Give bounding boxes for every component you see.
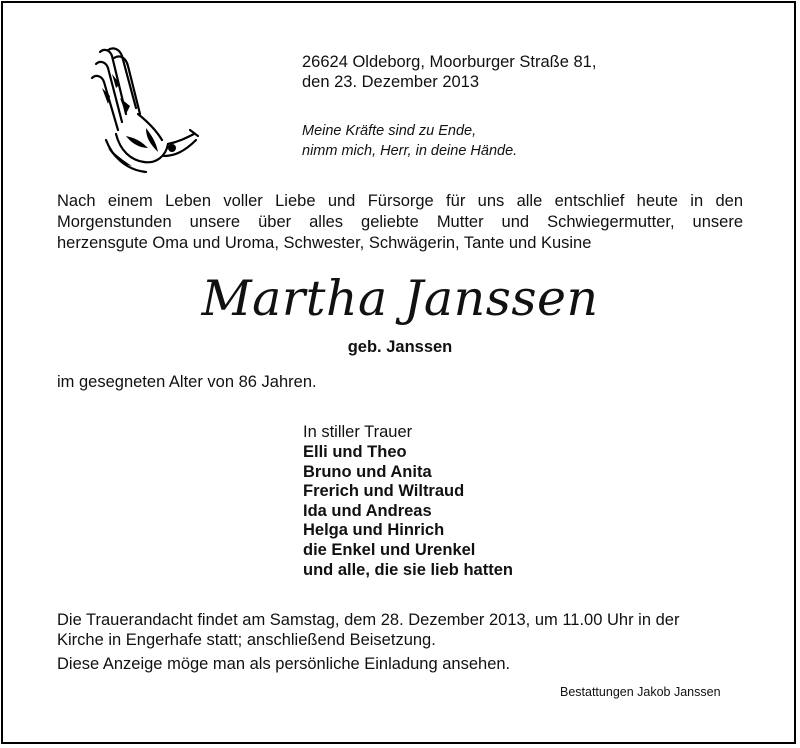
- praying-hands-icon: [86, 44, 202, 174]
- mourner-entry: die Enkel und Urenkel: [303, 540, 476, 559]
- mourner-entry: Frerich und Wiltraud: [303, 482, 465, 501]
- mourning-heading: In stiller Trauer: [303, 423, 413, 441]
- intro-line: herzensgute Oma und Uroma, Schwester, Schwägerin, Tante und Kusine: [57, 234, 592, 252]
- mourners-list: [303, 443, 513, 580]
- verse-line-1: Meine Kräfte sind zu Ende,: [302, 123, 477, 139]
- service-line-2: Kirche in Engerhafe statt; anschließend Beisetzung.: [57, 631, 436, 649]
- service-line-1: Die Trauerandacht findet am Samstag, dem 28. Dezember 2013, um 11.00 Uhr in der: [57, 611, 680, 629]
- intro-line: Nach einem Leben voller Liebe und Fürsorge für uns alle entschlief heute in den: [57, 192, 743, 210]
- birth-name: geb. Janssen: [347, 338, 453, 356]
- sender-address: 26624 Oldeborg, Moorburger Straße 81,: [302, 53, 597, 71]
- verse-line-2: nimm mich, Herr, in deine Hände.: [302, 143, 518, 159]
- mourner-entry: und alle, die sie lieb hatten: [303, 560, 513, 579]
- mourner-entry: Helga und Hinrich: [303, 521, 445, 540]
- intro-line: Morgenstunden unsere über alles geliebte Mutter und Schwiegermutter, unsere: [57, 213, 743, 231]
- undertaker-credit: Bestattungen Jakob Janssen: [560, 685, 721, 699]
- mourner-entry: Elli und Theo: [303, 443, 407, 461]
- mourner-entry: Ida und Andreas: [303, 501, 432, 520]
- mourner-entry: Bruno und Anita: [303, 462, 432, 481]
- age-text: im gesegneten Alter von 86 Jahren.: [57, 373, 317, 391]
- intro-paragraph: [57, 191, 743, 254]
- invitation-text: Diese Anzeige möge man als persönliche Einladung ansehen.: [57, 655, 511, 673]
- notice-date: den 23. Dezember 2013: [302, 73, 480, 91]
- deceased-name: Martha Janssen: [201, 270, 599, 327]
